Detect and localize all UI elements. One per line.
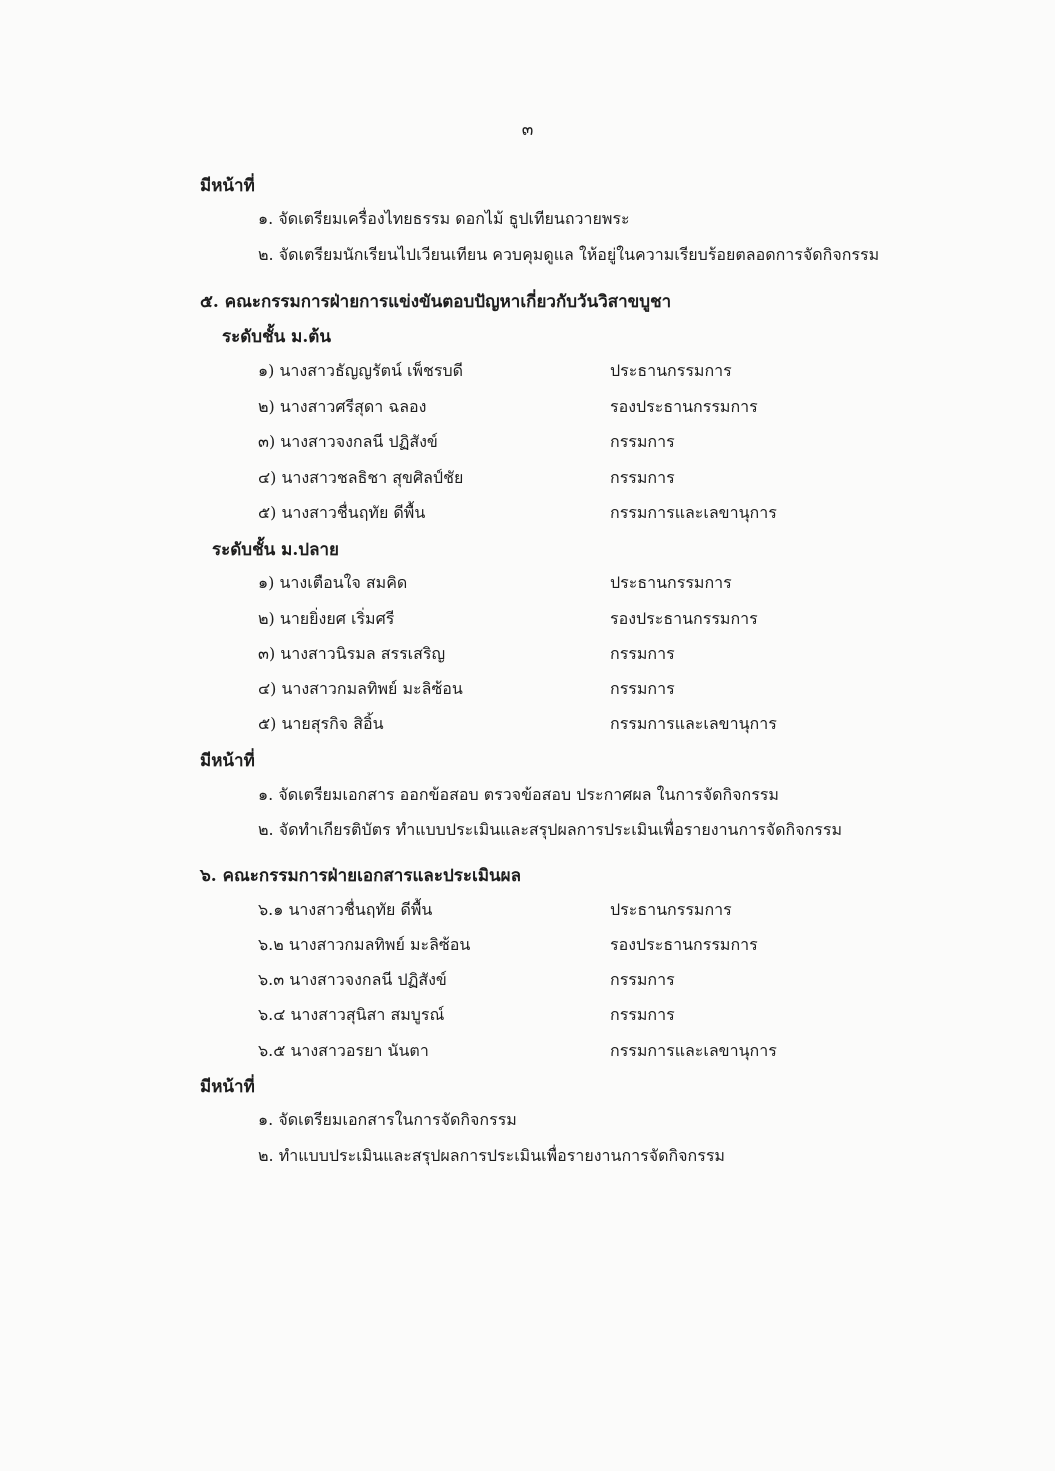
duty-item: ๑. จัดเตรียมเอกสาร ออกข้อสอบ ตรวจข้อสอบ ประกาศผล ในการจัดกิจกรรม: [258, 785, 779, 804]
duty-item: ๑. จัดเตรียมเครื่องไทยธรรม ดอกไม้ ธูปเทียนถวายพระ: [258, 209, 630, 228]
member-name: ๖.๒ นางสาวกมลทิพย์ มะลิซ้อน: [258, 935, 471, 954]
member-name: ๒) นางสาวศรีสุดา ฉลอง: [258, 397, 427, 416]
duties-heading: มีหน้าที่: [200, 176, 255, 196]
member-role: กรรมการ: [610, 679, 675, 698]
member-role: ประธานกรรมการ: [610, 900, 732, 919]
member-name: ๖.๓ นางสาวจงกลนี ปฏิสังข์: [258, 970, 447, 989]
duty-item: ๒. จัดเตรียมนักเรียนไปเวียนเทียน ควบคุมดูแล ให้อยู่ในความเรียบร้อยตลอดการจัดกิจกรรม: [258, 245, 880, 264]
member-name: ๒) นายยิ่งยศ เริ่มศรี: [258, 609, 395, 628]
member-name: ๑) นางเตือนใจ สมคิด: [258, 573, 408, 592]
member-role: กรรมการ: [610, 970, 675, 989]
member-name: ๓) นางสาวจงกลนี ปฏิสังข์: [258, 432, 438, 451]
member-role: รองประธานกรรมการ: [610, 609, 758, 628]
duty-item: ๑. จัดเตรียมเอกสารในการจัดกิจกรรม: [258, 1110, 517, 1129]
member-role: กรรมการและเลขานุการ: [610, 503, 777, 522]
member-role: กรรมการและเลขานุการ: [610, 1041, 777, 1060]
duty-item: ๒. ทำแบบประเมินและสรุปผลการประเมินเพื่อรายงานการจัดกิจกรรม: [258, 1146, 725, 1165]
member-name: ๕) นายสุรกิจ สิอิ้น: [258, 714, 384, 733]
duties-heading: มีหน้าที่: [200, 1077, 255, 1097]
member-role: กรรมการ: [610, 1005, 675, 1024]
member-name: ๕) นางสาวชื่นฤทัย ดีพื้น: [258, 503, 426, 522]
section-title: ๕. คณะกรรมการฝ่ายการแข่งขันตอบปัญหาเกี่ยวกับวันวิสาขบูชา: [200, 292, 672, 312]
subsection-heading: ระดับชั้น ม.ปลาย: [212, 540, 340, 560]
member-name: ๑) นางสาวธัญญรัตน์ เพ็ชรบดี: [258, 361, 464, 380]
member-role: รองประธานกรรมการ: [610, 935, 758, 954]
member-name: ๖.๑ นางสาวชื่นฤทัย ดีพื้น: [258, 900, 433, 919]
member-role: กรรมการ: [610, 468, 675, 487]
member-role: กรรมการและเลขานุการ: [610, 714, 777, 733]
member-name: ๖.๕ นางสาวอรยา นันตา: [258, 1041, 429, 1060]
member-name: ๓) นางสาวนิรมล สรรเสริญ: [258, 644, 446, 663]
member-role: กรรมการ: [610, 432, 675, 451]
member-role: รองประธานกรรมการ: [610, 397, 758, 416]
member-role: กรรมการ: [610, 644, 675, 663]
page-number: ๓: [521, 120, 534, 140]
member-name: ๖.๔ นางสาวสุนิสา สมบูรณ์: [258, 1005, 445, 1024]
duties-heading: มีหน้าที่: [200, 751, 255, 771]
member-role: ประธานกรรมการ: [610, 361, 732, 380]
subsection-heading: ระดับชั้น ม.ต้น: [222, 327, 331, 347]
member-name: ๔) นางสาวชลธิชา สุขศิลป์ชัย: [258, 468, 464, 487]
member-name: ๔) นางสาวกมลทิพย์ มะลิซ้อน: [258, 679, 463, 698]
duty-item: ๒. จัดทำเกียรติบัตร ทำแบบประเมินและสรุปผลการประเมินเพื่อรายงานการจัดกิจกรรม: [258, 820, 843, 839]
section-title: ๖. คณะกรรมการฝ่ายเอกสารและประเมินผล: [200, 866, 522, 886]
member-role: ประธานกรรมการ: [610, 573, 732, 592]
